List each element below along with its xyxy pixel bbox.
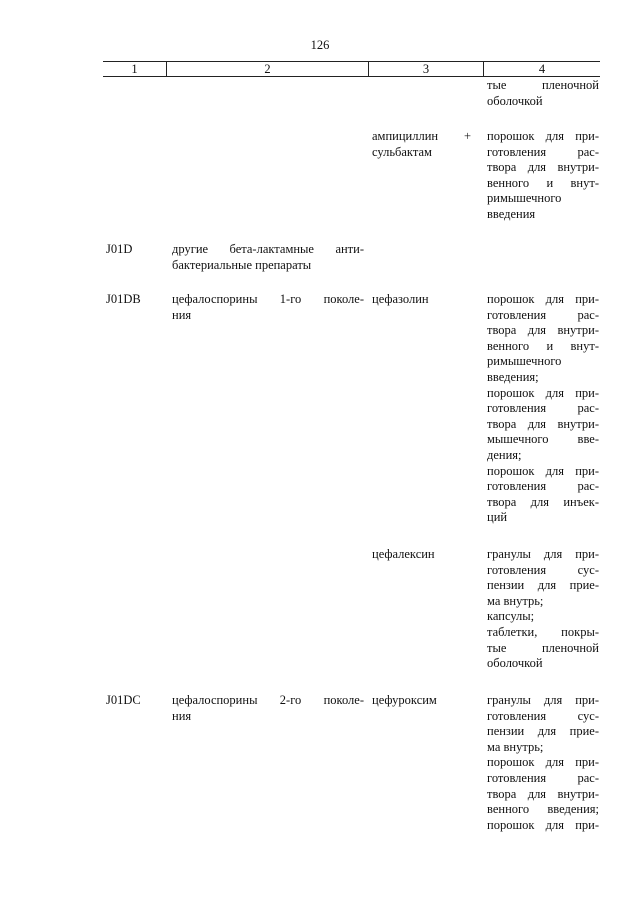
dosage-form-cell [487, 129, 599, 223]
cell-line: цефалоспорины 2-го поколе- [172, 693, 364, 707]
cell-line: венного и внут- [487, 338, 599, 353]
dosage-form-cell [487, 78, 599, 109]
cell-line: гранулы для при- [487, 547, 599, 561]
cell-line: цефуроксим [372, 693, 437, 707]
cell-line: твора для внутри- [487, 160, 599, 175]
cell-line: ампициллин [372, 129, 439, 143]
cell-line: тые пленочной [487, 78, 599, 92]
cell-line: венного и внут- [487, 175, 599, 190]
anatomical-group-cell [172, 292, 364, 323]
cell-line: готовления рас- [487, 479, 599, 494]
cell-line: римышечного [487, 191, 562, 206]
cell-line: твора для внутри- [487, 416, 599, 431]
cell-line: пензии для прие- [487, 724, 599, 739]
anatomical-group-cell [172, 242, 364, 273]
dosage-form-cell [487, 292, 599, 526]
cell-line: таблетки, покры- [487, 624, 599, 639]
cell-line: цефалоспорины 1-го поколе- [172, 292, 364, 306]
cell-line: оболочкой [487, 656, 543, 671]
combination-plus: + [464, 129, 472, 143]
table-header [103, 61, 600, 77]
cell-line: римышечного [487, 354, 562, 369]
cell-line: твора для внутри- [487, 323, 599, 338]
cell-line: капсулы; [487, 609, 535, 624]
cell-line: порошок для при- [487, 385, 599, 400]
cell-line: ния [172, 307, 192, 322]
cell-line: ния [172, 708, 192, 723]
cell-line: твора для инъек- [487, 494, 599, 509]
cell-line: оболочкой [487, 93, 543, 108]
atc-code-cell: J01DC [106, 693, 141, 707]
cell-line: венного введения; [487, 802, 599, 817]
drug-name-cell [372, 129, 476, 160]
drug-name-cell [372, 693, 476, 709]
cell-line: введения; [487, 369, 539, 384]
cell-line: порошок для при- [487, 129, 599, 143]
cell-line: готовления сус- [487, 562, 599, 577]
drug-name-cell [372, 547, 476, 563]
dosage-form-cell [487, 693, 599, 833]
cell-line: порошок для при- [487, 755, 599, 770]
cell-line: порошок для при- [487, 463, 599, 478]
drug-name-cell [372, 292, 476, 308]
cell-line: готовления рас- [487, 144, 599, 159]
header-col-3: 3 [422, 62, 430, 76]
cell-line: готовления рас- [487, 401, 599, 416]
cell-line: ма внутрь; [487, 739, 544, 754]
cell-line: готовления рас- [487, 770, 599, 785]
cell-line: пензии для прие- [487, 578, 599, 593]
cell-line: гранулы для при- [487, 693, 599, 707]
cell-line: тые пленочной [487, 640, 599, 655]
header-col-4: 4 [538, 62, 546, 76]
cell-line: ций [487, 510, 508, 525]
cell-line: введения [487, 206, 536, 221]
cell-line: ма внутрь; [487, 593, 544, 608]
cell-line: цефалексин [372, 547, 435, 561]
header-col-1: 1 [131, 62, 138, 76]
cell-line: готовления сус- [487, 708, 599, 723]
cell-line: сульбактам [372, 144, 432, 159]
cell-line: готовления рас- [487, 307, 599, 322]
atc-code-cell: J01DB [106, 292, 141, 306]
cell-line: твора для внутри- [487, 786, 599, 801]
cell-line: бактериальные препараты [172, 257, 312, 272]
dosage-form-cell [487, 547, 599, 672]
cell-line: цефазолин [372, 292, 429, 306]
cell-line: порошок для при- [487, 292, 599, 306]
anatomical-group-cell [172, 693, 364, 724]
atc-code-cell: J01D [106, 242, 133, 256]
cell-line: мышечного вве- [487, 432, 599, 447]
header-col-2: 2 [264, 62, 271, 76]
page-number: 126 [310, 38, 330, 52]
cell-line: порошок для при- [487, 817, 599, 832]
cell-line: дения; [487, 447, 522, 462]
cell-line: другие бета-лактамные анти- [172, 242, 364, 256]
